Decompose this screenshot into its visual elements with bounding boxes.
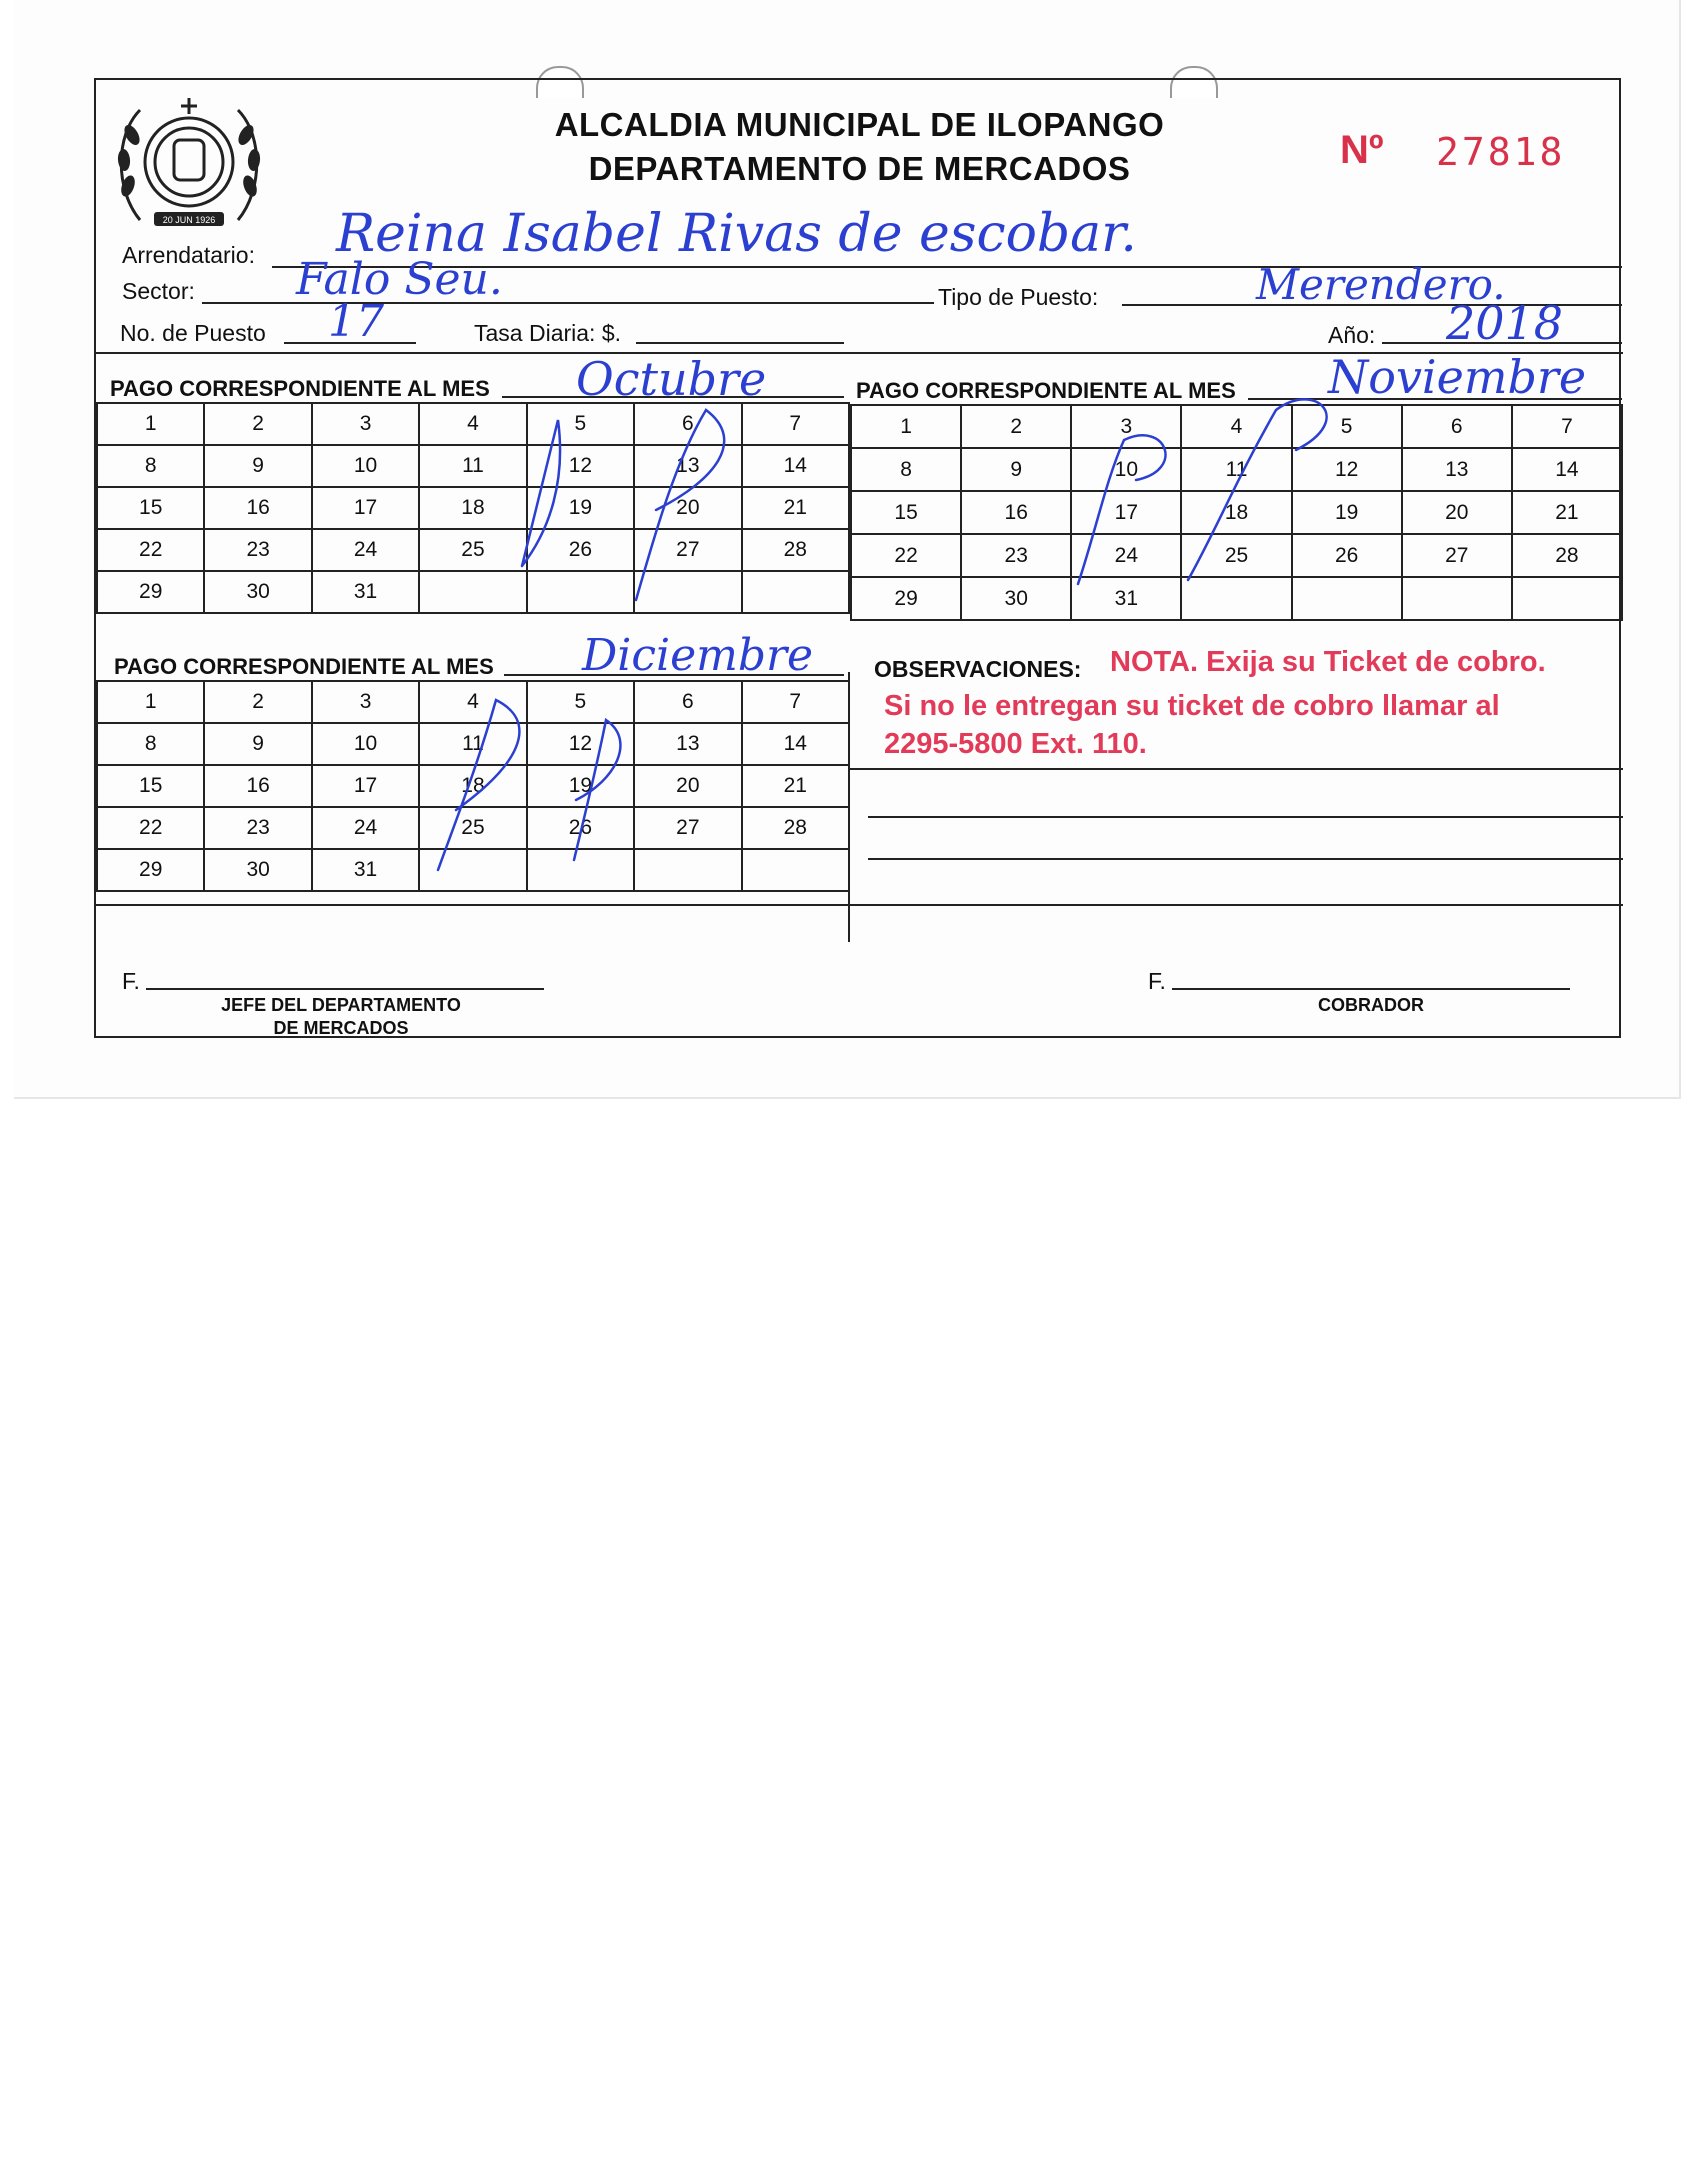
obs-rule-2 (868, 816, 1623, 818)
day-cell[interactable]: 3 (1071, 405, 1181, 448)
day-cell[interactable]: 14 (1512, 448, 1622, 491)
day-cell[interactable]: 29 (851, 577, 961, 620)
day-cell[interactable]: 16 (961, 491, 1071, 534)
right-signature-prefix: F. (1148, 968, 1166, 994)
day-cell[interactable]: 31 (1071, 577, 1181, 620)
day-cell[interactable]: 1 (97, 681, 204, 723)
day-cell[interactable]: 13 (634, 723, 741, 765)
calendar-row (97, 571, 849, 613)
day-cell[interactable]: 14 (742, 445, 849, 487)
left-signature-label (196, 994, 486, 1039)
day-cell[interactable] (1181, 577, 1291, 620)
calendar-row (97, 807, 849, 849)
obs-rule-1 (848, 768, 1623, 770)
calendar-row (97, 403, 849, 445)
calendar-row (851, 491, 1622, 534)
day-cell[interactable]: 5 (1292, 405, 1402, 448)
left-signature-label-line2: DE MERCADOS (273, 1017, 409, 1038)
no-puesto-field[interactable]: 17 (328, 296, 384, 347)
month-1-label: PAGO CORRESPONDIENTE AL MES (110, 376, 490, 401)
day-cell[interactable]: 21 (1512, 491, 1622, 534)
day-cell[interactable]: 12 (527, 723, 634, 765)
day-cell[interactable]: 25 (419, 807, 526, 849)
day-cell[interactable]: 6 (1402, 405, 1512, 448)
day-cell[interactable]: 29 (97, 571, 204, 613)
day-cell[interactable]: 17 (312, 765, 419, 807)
calendar-row (97, 487, 849, 529)
day-cell[interactable] (634, 849, 741, 891)
day-cell[interactable]: 7 (1512, 405, 1622, 448)
calendar-noviembre (850, 404, 1623, 621)
calendar-row (97, 445, 849, 487)
day-cell[interactable]: 28 (1512, 534, 1622, 577)
nota-line-2: Si no le entregan su ticket de cobro llamar al (884, 690, 1500, 722)
day-cell[interactable]: 19 (527, 487, 634, 529)
day-cell[interactable]: 10 (312, 723, 419, 765)
day-cell[interactable]: 10 (1071, 448, 1181, 491)
day-cell[interactable]: 6 (634, 403, 741, 445)
day-cell[interactable]: 9 (961, 448, 1071, 491)
footer-divider (96, 904, 1623, 906)
day-cell[interactable]: 8 (97, 445, 204, 487)
day-cell[interactable]: 18 (419, 765, 526, 807)
calendar-diciembre (96, 680, 850, 892)
day-cell[interactable]: 9 (204, 445, 311, 487)
form-frame (94, 78, 1621, 1038)
day-cell[interactable]: 18 (1181, 491, 1291, 534)
day-cell[interactable]: 28 (742, 807, 849, 849)
month-2-label: PAGO CORRESPONDIENTE AL MES (856, 378, 1236, 403)
day-cell[interactable]: 2 (204, 681, 311, 723)
day-cell[interactable]: 16 (204, 487, 311, 529)
day-cell[interactable]: 24 (1071, 534, 1181, 577)
title-line-2: DEPARTAMENTO DE MERCADOS (588, 150, 1131, 187)
day-cell[interactable]: 20 (634, 487, 741, 529)
day-cell[interactable]: 27 (1402, 534, 1512, 577)
right-signature-label: COBRADOR (1318, 995, 1424, 1015)
arrendatario-field[interactable]: Reina Isabel Rivas de escobar. (336, 204, 1137, 264)
sector-label: Sector: (122, 278, 195, 304)
seal-ribbon-text: 20 JUN 1926 (162, 215, 216, 225)
anio-label: Año: (1328, 322, 1376, 348)
title-line-1: ALCALDIA MUNICIPAL DE ILOPANGO (554, 106, 1165, 143)
day-cell[interactable]: 26 (527, 529, 634, 571)
day-cell[interactable]: 6 (634, 681, 741, 723)
tipo-puesto-field[interactable]: Merendero. (1256, 260, 1506, 309)
day-cell[interactable]: 19 (527, 765, 634, 807)
calendar-row (851, 405, 1622, 448)
day-cell[interactable]: 25 (1181, 534, 1291, 577)
observaciones-divider (848, 672, 850, 942)
day-cell[interactable]: 23 (961, 534, 1071, 577)
day-cell[interactable]: 12 (527, 445, 634, 487)
day-cell[interactable]: 15 (97, 765, 204, 807)
calendar-row (97, 529, 849, 571)
ticket-number-label: Nº (1340, 128, 1384, 172)
day-cell[interactable]: 16 (204, 765, 311, 807)
day-cell[interactable]: 3 (312, 403, 419, 445)
calendar-row (97, 723, 849, 765)
day-cell[interactable]: 7 (742, 681, 849, 723)
day-cell[interactable]: 2 (961, 405, 1071, 448)
calendar-octubre (96, 402, 850, 614)
day-cell[interactable]: 26 (527, 807, 634, 849)
day-cell[interactable]: 8 (851, 448, 961, 491)
day-cell[interactable]: 30 (961, 577, 1071, 620)
arrendatario-label: Arrendatario: (122, 242, 255, 268)
month-1-name[interactable]: Octubre (576, 352, 767, 406)
tipo-puesto-label: Tipo de Puesto: (938, 284, 1099, 310)
day-cell[interactable]: 18 (419, 487, 526, 529)
day-cell[interactable]: 31 (312, 849, 419, 891)
day-cell[interactable]: 4 (419, 403, 526, 445)
day-cell[interactable]: 1 (851, 405, 961, 448)
obs-rule-3 (868, 858, 1623, 860)
day-cell[interactable]: 4 (419, 681, 526, 723)
day-cell[interactable] (527, 571, 634, 613)
tasa-diaria-line (636, 342, 844, 344)
left-signature-prefix: F. (122, 968, 140, 994)
calendar-row (97, 765, 849, 807)
day-cell[interactable]: 23 (204, 529, 311, 571)
ticket-number: 27818 (1436, 130, 1566, 174)
day-cell[interactable]: 13 (634, 445, 741, 487)
day-cell[interactable] (634, 571, 741, 613)
calendar-row (851, 448, 1622, 491)
day-cell[interactable]: 26 (1292, 534, 1402, 577)
right-signature-line[interactable] (1172, 988, 1570, 990)
observaciones-label: OBSERVACIONES: (874, 656, 1082, 682)
day-cell[interactable]: 23 (204, 807, 311, 849)
left-signature-line[interactable] (146, 988, 544, 990)
day-cell[interactable] (1402, 577, 1512, 620)
day-cell[interactable] (742, 571, 849, 613)
calendar-row (851, 534, 1622, 577)
tasa-diaria-label: Tasa Diaria: $. (474, 320, 622, 346)
day-cell[interactable]: 17 (312, 487, 419, 529)
calendar-row (851, 577, 1622, 620)
day-cell[interactable]: 14 (742, 723, 849, 765)
sector-field[interactable]: Falo Seu. (296, 254, 503, 305)
day-cell[interactable]: 9 (204, 723, 311, 765)
day-cell[interactable]: 30 (204, 849, 311, 891)
day-cell[interactable]: 10 (312, 445, 419, 487)
left-signature-label-line1: JEFE DEL DEPARTAMENTO (221, 995, 461, 1015)
day-cell[interactable]: 11 (419, 445, 526, 487)
anio-field[interactable]: 2018 (1446, 296, 1564, 350)
day-cell[interactable]: 21 (742, 765, 849, 807)
day-cell[interactable]: 13 (1402, 448, 1512, 491)
day-cell[interactable] (419, 849, 526, 891)
day-cell[interactable]: 2 (204, 403, 311, 445)
day-cell[interactable]: 3 (312, 681, 419, 723)
nota-line-1: NOTA. Exija su Ticket de cobro. (1110, 646, 1546, 678)
day-cell[interactable]: 22 (97, 529, 204, 571)
day-cell[interactable]: 11 (1181, 448, 1291, 491)
day-cell[interactable]: 5 (527, 403, 634, 445)
day-cell[interactable]: 15 (851, 491, 961, 534)
day-cell[interactable]: 24 (312, 529, 419, 571)
day-cell[interactable] (1292, 577, 1402, 620)
month-2-name[interactable]: Noviembre (1328, 350, 1587, 404)
day-cell[interactable]: 20 (634, 765, 741, 807)
day-cell[interactable]: 30 (204, 571, 311, 613)
day-cell[interactable]: 24 (312, 807, 419, 849)
day-cell[interactable]: 1 (97, 403, 204, 445)
day-cell[interactable]: 25 (419, 529, 526, 571)
month-3-label: PAGO CORRESPONDIENTE AL MES (114, 654, 494, 679)
day-cell[interactable]: 27 (634, 807, 741, 849)
day-cell[interactable]: 19 (1292, 491, 1402, 534)
month-3-name[interactable]: Diciembre (582, 630, 814, 681)
day-cell[interactable]: 28 (742, 529, 849, 571)
ticket-card (14, 0, 1681, 1099)
nota-line-3: 2295-5800 Ext. 110. (884, 728, 1147, 760)
day-cell[interactable] (527, 849, 634, 891)
day-cell[interactable]: 31 (312, 571, 419, 613)
day-cell[interactable]: 4 (1181, 405, 1291, 448)
day-cell[interactable] (419, 571, 526, 613)
day-cell[interactable]: 7 (742, 403, 849, 445)
day-cell[interactable]: 20 (1402, 491, 1512, 534)
day-cell[interactable] (1512, 577, 1622, 620)
day-cell[interactable]: 22 (851, 534, 961, 577)
day-cell[interactable] (742, 849, 849, 891)
calendar-row (97, 681, 849, 723)
no-puesto-label: No. de Puesto (120, 320, 266, 346)
day-cell[interactable]: 8 (97, 723, 204, 765)
day-cell[interactable]: 21 (742, 487, 849, 529)
day-cell[interactable]: 22 (97, 807, 204, 849)
day-cell[interactable]: 17 (1071, 491, 1181, 534)
day-cell[interactable]: 27 (634, 529, 741, 571)
day-cell[interactable]: 12 (1292, 448, 1402, 491)
day-cell[interactable]: 5 (527, 681, 634, 723)
day-cell[interactable]: 29 (97, 849, 204, 891)
calendar-row (97, 849, 849, 891)
day-cell[interactable]: 11 (419, 723, 526, 765)
day-cell[interactable]: 15 (97, 487, 204, 529)
